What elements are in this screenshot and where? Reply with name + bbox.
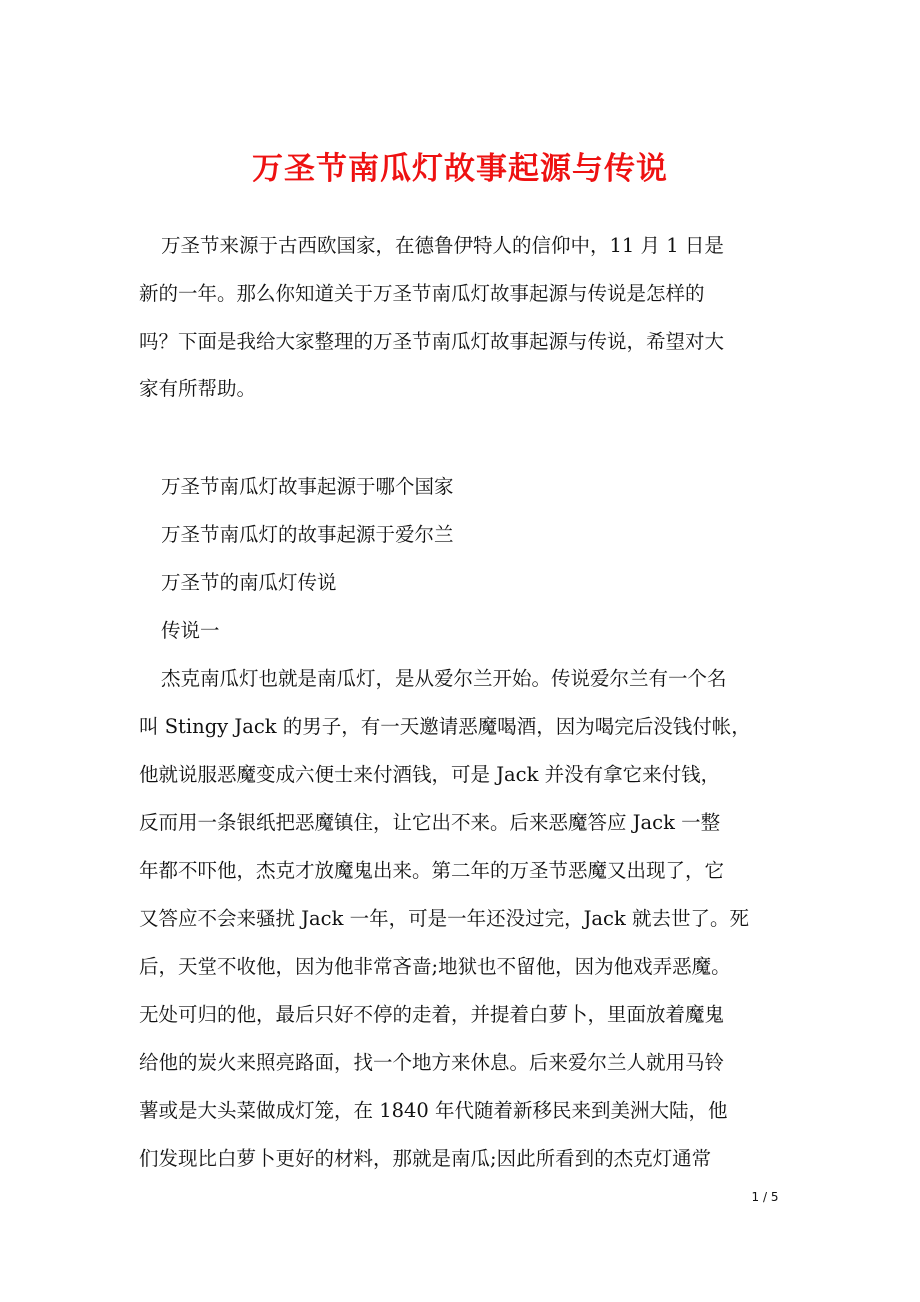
legend-line: 无处可归的他，最后只好不停的走着，并提着白萝卜，里面放着魔鬼 xyxy=(139,1003,725,1026)
intro-line: 万圣节来源于古西欧国家，在德鲁伊特人的信仰中，11 月 1 日是 xyxy=(161,234,724,257)
document-title: 万圣节南瓜灯故事起源与传说 xyxy=(252,151,668,187)
legend-line: 给他的炭火来照亮路面，找一个地方来休息。后来爱尔兰人就用马铃 xyxy=(139,1051,725,1074)
legend-line: 他就说服恶魔变成六便士来付酒钱，可是 Jack 并没有拿它来付钱， xyxy=(139,763,721,786)
section-heading-legend: 万圣节的南瓜灯传说 xyxy=(161,571,337,594)
legend-line: 后，天堂不收他，因为他非常吝啬;地狱也不留他，因为他戏弄恶魔。 xyxy=(139,955,731,978)
intro-line: 新的一年。那么你知道关于万圣节南瓜灯故事起源与传说是怎样的 xyxy=(139,282,705,305)
legend-line: 反而用一条银纸把恶魔镇住，让它出不来。后来恶魔答应 Jack 一整 xyxy=(139,811,721,834)
legend-label: 传说一 xyxy=(161,619,220,642)
section-answer: 万圣节南瓜灯的故事起源于爱尔兰 xyxy=(161,523,454,546)
section-heading-question: 万圣节南瓜灯故事起源于哪个国家 xyxy=(161,475,454,498)
legend-line: 年都不吓他，杰克才放魔鬼出来。第二年的万圣节恶魔又出现了，它 xyxy=(139,859,725,882)
legend-line: 们发现比白萝卜更好的材料，那就是南瓜;因此所看到的杰克灯通常 xyxy=(139,1147,712,1170)
legend-line: 杰克南瓜灯也就是南瓜灯，是从爱尔兰开始。传说爱尔兰有一个名 xyxy=(161,667,727,690)
legend-line: 薯或是大头菜做成灯笼，在 1840 年代随着新移民来到美洲大陆，他 xyxy=(139,1099,728,1122)
legend-line: 又答应不会来骚扰 Jack 一年，可是一年还没过完，Jack 就去世了。死 xyxy=(139,907,749,930)
intro-line: 吗？下面是我给大家整理的万圣节南瓜灯故事起源与传说，希望对大 xyxy=(139,330,725,353)
intro-line: 家有所帮助。 xyxy=(139,377,257,400)
legend-line: 叫 Stingy Jack 的男子，有一天邀请恶魔喝酒，因为喝完后没钱付帐， xyxy=(139,715,751,738)
page-number: 1 / 5 xyxy=(751,1190,779,1204)
